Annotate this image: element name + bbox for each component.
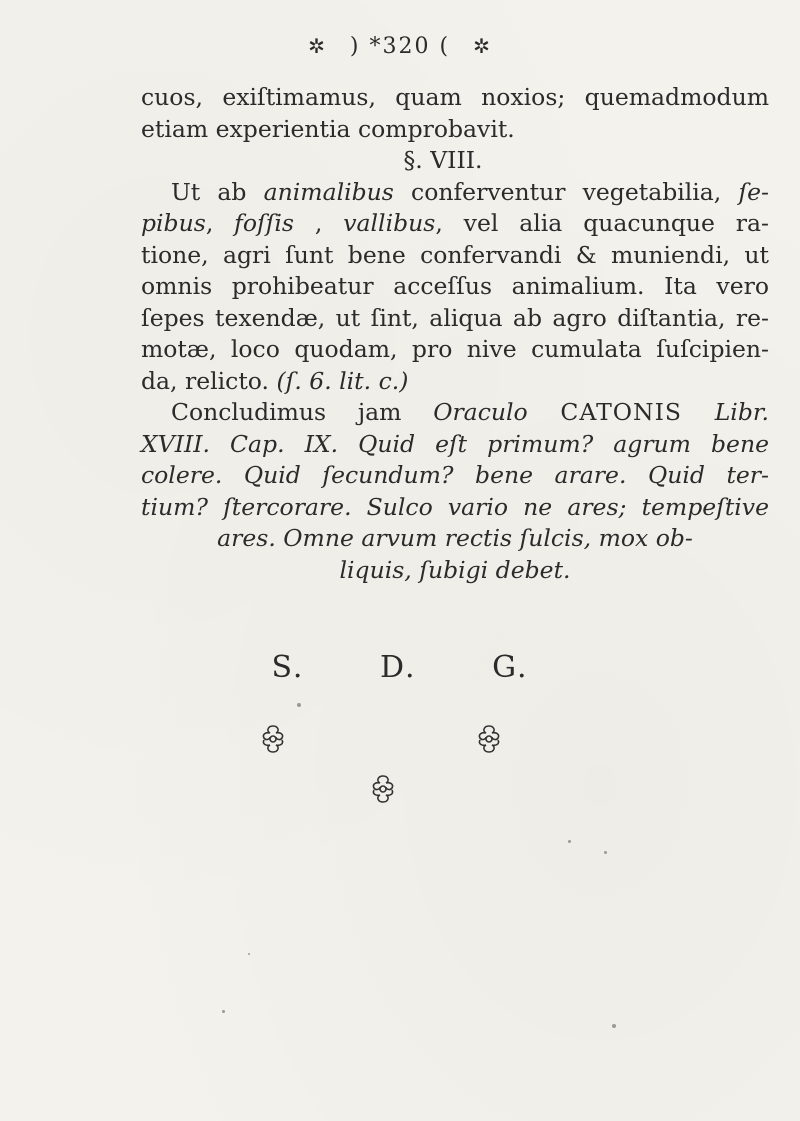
text-line xyxy=(141,366,769,398)
signature-letter-g: G. xyxy=(492,650,529,685)
text-line: XVIII. Cap. IX. Quid eſt primum? agrum bene xyxy=(141,429,769,458)
text-line: etiam experientia comprobavit. xyxy=(141,114,515,143)
text-line: colere. Quid ſecundum? bene arare. Quid ter- xyxy=(141,461,769,489)
italic-run: animalibus xyxy=(263,177,394,206)
paper-speck xyxy=(297,703,301,707)
text-line: liquis, ſubigi debet. xyxy=(339,555,571,584)
text-line: tium? ſtercorare. Sulco vario ne ares; tempeſtive xyxy=(141,492,769,521)
text-run: , vel alia quacunque ra- xyxy=(435,209,769,237)
italic-run: vallibus xyxy=(343,209,436,237)
text-run: , xyxy=(205,209,235,237)
fleuron-icon xyxy=(366,772,400,806)
fleuron-icon xyxy=(472,722,506,756)
paper-speck xyxy=(248,953,250,955)
running-head xyxy=(0,34,800,59)
text-line: ares. Omne arvum rectis ſulcis, mox ob- xyxy=(217,524,693,552)
text-run: CATONIS xyxy=(527,398,715,426)
section-heading: §. VIII. xyxy=(403,146,483,174)
italic-run: Libr. xyxy=(714,398,769,426)
star-ornament-icon: ✲ xyxy=(473,34,492,58)
text-line: motæ, loco quodam, pro nive cumulata ſuſcipien- xyxy=(141,335,769,363)
text-line xyxy=(141,208,769,240)
text-run: , xyxy=(294,209,344,237)
body-text xyxy=(141,82,769,586)
paper-speck xyxy=(222,1010,225,1013)
text-line: ſepes texendæ, ut ſint, aliqua ab agro diſtantia, re- xyxy=(141,303,769,332)
paper-speck xyxy=(612,1024,616,1028)
italic-run: ſe- xyxy=(738,177,769,206)
italic-run: Oraculo xyxy=(433,398,528,426)
signature-sdg xyxy=(0,650,800,685)
paper-speck xyxy=(604,851,607,854)
signature-letter-d: D. xyxy=(380,650,417,685)
text-line xyxy=(141,397,769,429)
text-line: tione, agri ſunt bene confervandi & muniendi, ut xyxy=(141,240,769,269)
text-line xyxy=(141,177,769,209)
paper-speck xyxy=(568,840,571,843)
text-run: conferventur vegetabilia, xyxy=(393,177,739,206)
text-run: Ut ab xyxy=(171,177,264,206)
page-number: ) *320 ( xyxy=(349,34,451,59)
text-line: omnis prohibeatur acceſſus animalium. Ita vero xyxy=(141,272,769,300)
text-run: da, relicto. xyxy=(141,366,277,395)
star-ornament-icon: ✲ xyxy=(308,34,327,58)
text-line: cuos, exiſtimamus, quam noxios; quemadmodum xyxy=(141,83,769,111)
fleuron-icon xyxy=(256,722,290,756)
italic-run: (ſ. 6. lit. c.) xyxy=(276,366,409,395)
text-run: Concludimus jam xyxy=(171,398,434,426)
italic-run: pibus xyxy=(141,209,206,237)
italic-run: foſſis xyxy=(234,209,294,237)
signature-letter-s: S. xyxy=(271,650,305,685)
